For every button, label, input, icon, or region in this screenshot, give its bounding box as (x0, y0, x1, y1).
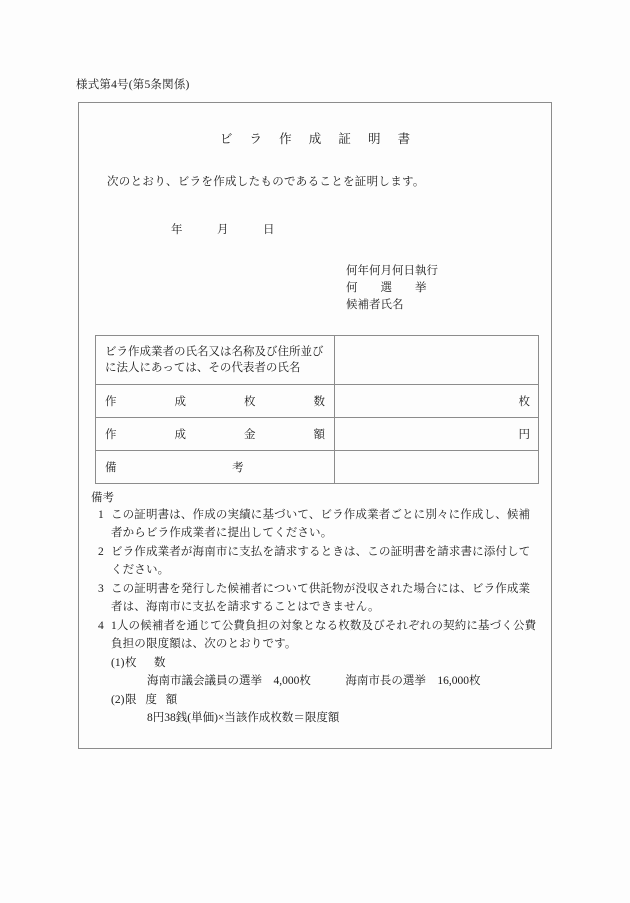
form-number: 様式第4号(第5条関係) (76, 79, 190, 91)
label-char: 作 (105, 396, 117, 408)
sheet-count-label (96, 385, 335, 418)
note-text: ビラ作成業者が海南市に支払を請求するときは、この証明書を請求書に添付してください。 (111, 546, 531, 576)
signature-candidate-name: 候補者氏名 (346, 299, 404, 311)
producer-name-value[interactable] (335, 336, 539, 385)
remarks-label (96, 451, 335, 484)
note-item (89, 617, 541, 653)
label-char: 成 (174, 396, 186, 408)
note-number: 3 (98, 583, 104, 595)
sub-item (89, 691, 541, 709)
label-char: 枚 (244, 396, 256, 408)
notes-section (89, 489, 541, 727)
sub-item-label: 枚 数 (125, 657, 169, 669)
table-row (96, 451, 539, 484)
intro-paragraph: 次のとおり、ビラを作成したものであることを証明します。 (107, 176, 425, 188)
sub-item-number: (1) (111, 657, 125, 669)
note-number: 1 (98, 509, 104, 521)
signature-block (346, 263, 438, 314)
label-char: 備 (105, 462, 117, 474)
note-text: この証明書を発行した候補者について供託物が没収された場合には、ビラ作成業者は、海南市に支払を請求することはできません。 (111, 583, 531, 613)
note-text: この証明書は、作成の実績に基づいて、ビラ作成業者ごとに別々に作成し、候補者からビラ作成業者に提出してください。 (111, 509, 531, 539)
label-char: 金 (244, 429, 256, 441)
table-row (96, 385, 539, 418)
date-line: 年 月 日 (171, 224, 275, 236)
label-char: 数 (313, 396, 325, 408)
label-char: 考 (232, 462, 244, 474)
label-char: 作 (105, 429, 117, 441)
producer-name-label: ビラ作成業者の氏名又は名称及び住所並びに法人にあっては、その代表者の氏名 (96, 336, 335, 385)
amount-value[interactable]: 円 (335, 418, 539, 451)
note-number: 2 (98, 546, 104, 558)
note-number: 4 (98, 620, 104, 632)
label-char: 成 (174, 429, 186, 441)
note-item (89, 580, 541, 616)
amount-label (96, 418, 335, 451)
sheet-count-value[interactable]: 枚 (335, 385, 539, 418)
note-text: 1人の候補者を通じて公費負担の対象となる枚数及びそれぞれの契約に基づく公費負担の限度額は、次のとおりです。 (111, 620, 537, 650)
label-char: 額 (313, 429, 325, 441)
document-frame (78, 102, 552, 749)
certificate-table (95, 335, 539, 484)
remarks-value[interactable] (335, 451, 539, 484)
note-item (89, 506, 541, 542)
table-row (96, 418, 539, 451)
note-item (89, 543, 541, 579)
document-title: ビ ラ 作 成 証 明 書 (219, 132, 418, 146)
sub-item (89, 654, 541, 672)
notes-heading: 備考 (91, 492, 114, 504)
table-row (96, 336, 539, 385)
sub-item-label: 限 度 額 (125, 694, 181, 706)
sub-item-detail: 海南市議会議員の選挙 4,000枚 海南市長の選挙 16,000枚 (147, 675, 481, 687)
sub-item-detail: 8円38銭(単価)×当該作成枚数＝限度額 (147, 712, 340, 724)
sub-item-number: (2) (111, 694, 125, 706)
signature-election-date: 何年何月何日執行 (346, 265, 438, 277)
signature-election-name: 何 選 挙 (346, 282, 427, 294)
